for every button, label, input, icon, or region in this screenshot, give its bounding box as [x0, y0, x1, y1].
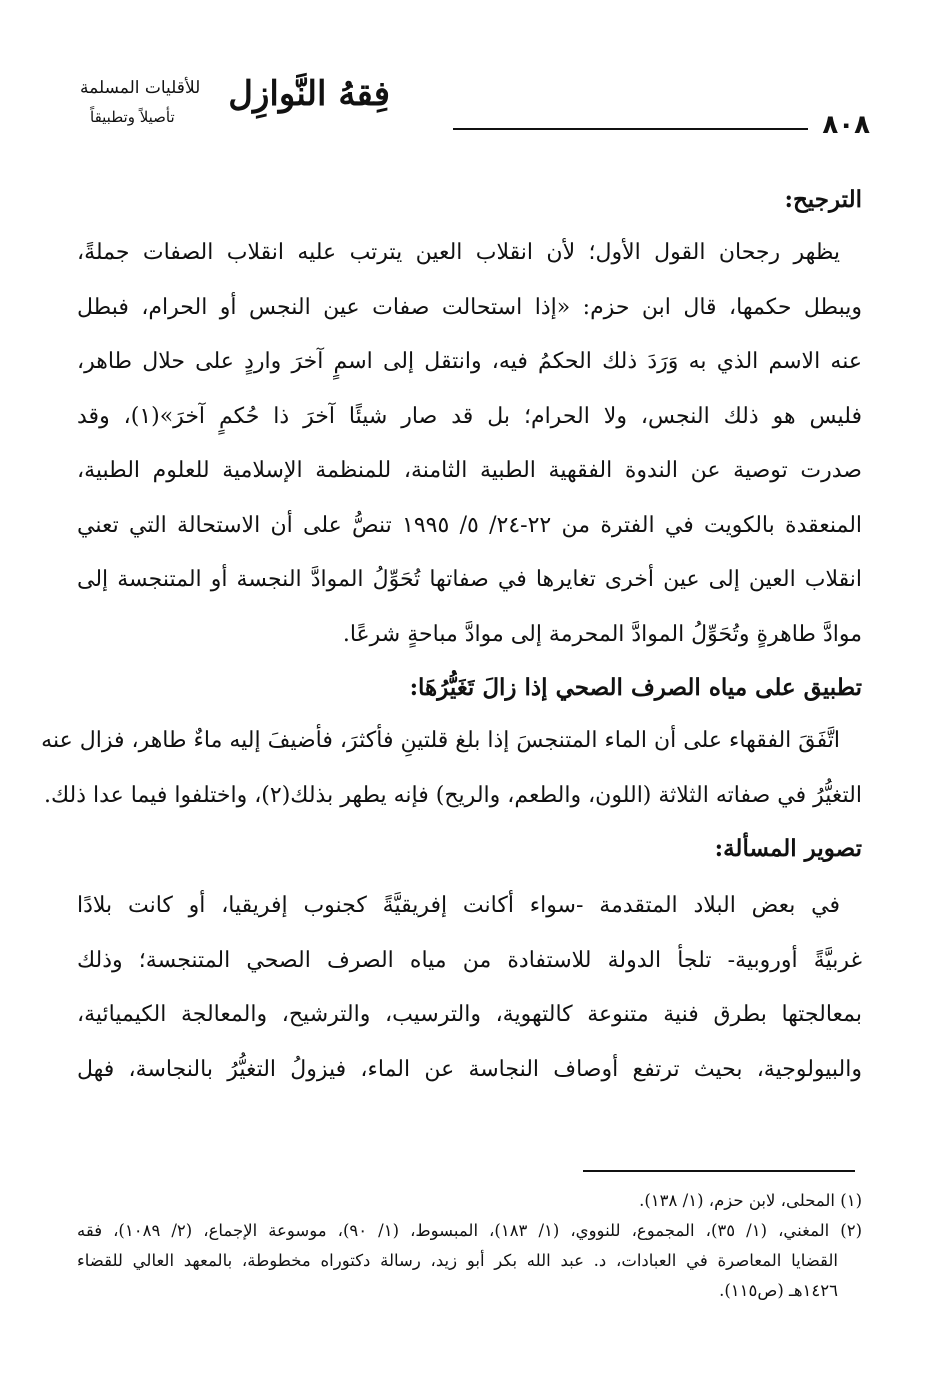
text-line: والبيولوجية، بحيث ترتفع أوصاف النجاسة عن الماء، فيزولُ التغيُّرُ بالنجاسة، فهل: [77, 1056, 862, 1082]
footnote-1: (١) المحلى، لابن حزم، (١/ ١٣٨).: [639, 1191, 862, 1210]
text-line: صدرت توصية عن الندوة الفقهية الطبية الثامنة، للمنظمة الإسلامية للعلوم الطبية،: [77, 458, 862, 483]
text-line: اتَّفَقَ الفقهاء على أن الماء المتنجسَ إذا بلغ قلتينِ فأكثرَ، فأضيفَ إليه ماءٌ طاهر، فزال عنه: [41, 728, 840, 753]
text-line: فليس هو ذلك النجس، ولا الحرام؛ بل قد صار شيئًا آخرَ ذا حُكمٍ آخرَ»(١)، وقد: [77, 403, 862, 429]
page-header: [80, 72, 870, 142]
book-title-logo: [80, 72, 390, 142]
footnote-2-line: القضايا المعاصرة في العبادات، د. عبد الله بكر أبو زيد، رسالة دكتوراه مخطوطة، بالمعهد العالي للقضاء: [77, 1251, 838, 1270]
text-line: المنعقدة بالكويت في الفترة من ٢٢-٢٤/ ٥/ ١٩٩٥ تنصُّ على أن الاستحالة التي تعني: [77, 512, 863, 538]
section-heading-application: تطبيق على مياه الصرف الصحي إذا زالَ تَغَيُّرُهَا:: [409, 674, 862, 701]
text-line: ويبطل حكمها، قال ابن حزم: «إذا استحالت صفات عين النجس أو الحرام، فبطل: [77, 294, 862, 320]
main-text: [41, 180, 863, 1097]
text-line: انقلاب العين إلى عين أخرى تغايرها في صفاتها تُحَوِّلُ الموادَّ النجسة أو المتنجسة إلى: [77, 567, 862, 592]
text-line: غربيَّةً أوروبية- تلجأ الدولة للاستفادة من مياه الصرف الصحي المتنجسة؛ وذلك: [77, 947, 862, 973]
footnote-2-line: (٢) المغني، (١/ ٣٥)، المجموع، للنووي، (١/ ١٨٣)، المبسوط، (١/ ٩٠)، موسوعة الإجماع، (٢/ ١٠٨٩)، فقه: [77, 1221, 863, 1240]
logo-upper-text: للأقليات المسلمة: [80, 78, 201, 98]
text-line: في بعض البلاد المتقدمة -سواء أكانت إفريقيَّةً كجنوب إفريقيا، أو كانت بلادًا: [77, 893, 840, 918]
text-line: يظهر رجحان القول الأول؛ لأن انقلاب العين يترتب عليه انقلاب الصفات جملةً،: [77, 240, 840, 265]
text-line: عنه الاسم الذي به وَرَدَ ذلك الحكمُ فيه، وانتقل إلى اسمٍ آخرَ واردٍ على حلال طاهر،: [77, 349, 862, 374]
text-line: موادَّ طاهرةٍ وتُحَوِّلُ الموادَّ المحرمة إلى موادَّ مباحةٍ شرعًا.: [342, 621, 862, 647]
paragraph-tarjeeh: [77, 226, 862, 662]
page-number: ٨٠٨: [822, 110, 870, 140]
text-line: التغيُّرُ في صفاته الثلاثة (اللون، والطعم، والريح) فإنه يطهر بذلك(٢)، واختلفوا فيما عدا ذلك.: [43, 782, 862, 808]
header-rule: [453, 128, 808, 130]
footnote-separator: [583, 1170, 855, 1172]
logo-main-title: فِقهُ النَّوازِل: [228, 74, 390, 114]
paragraph-application: [41, 714, 862, 823]
footnotes: [77, 1186, 862, 1306]
logo-subtitle: تأصيلاً وتطبيقاً: [90, 108, 175, 126]
section-heading-tarjeeh: الترجيح:: [784, 186, 862, 213]
text-line: بمعالجتها بطرق فنية متنوعة كالتهوية، والترسيب، والترشيح، والمعالجة الكيميائية،: [77, 1002, 862, 1027]
footnote-2-line: ١٤٢٦هـ (ص١١٥).: [719, 1281, 838, 1300]
paragraph-depiction: [77, 879, 862, 1097]
section-heading-depiction: تصوير المسألة:: [714, 835, 862, 862]
